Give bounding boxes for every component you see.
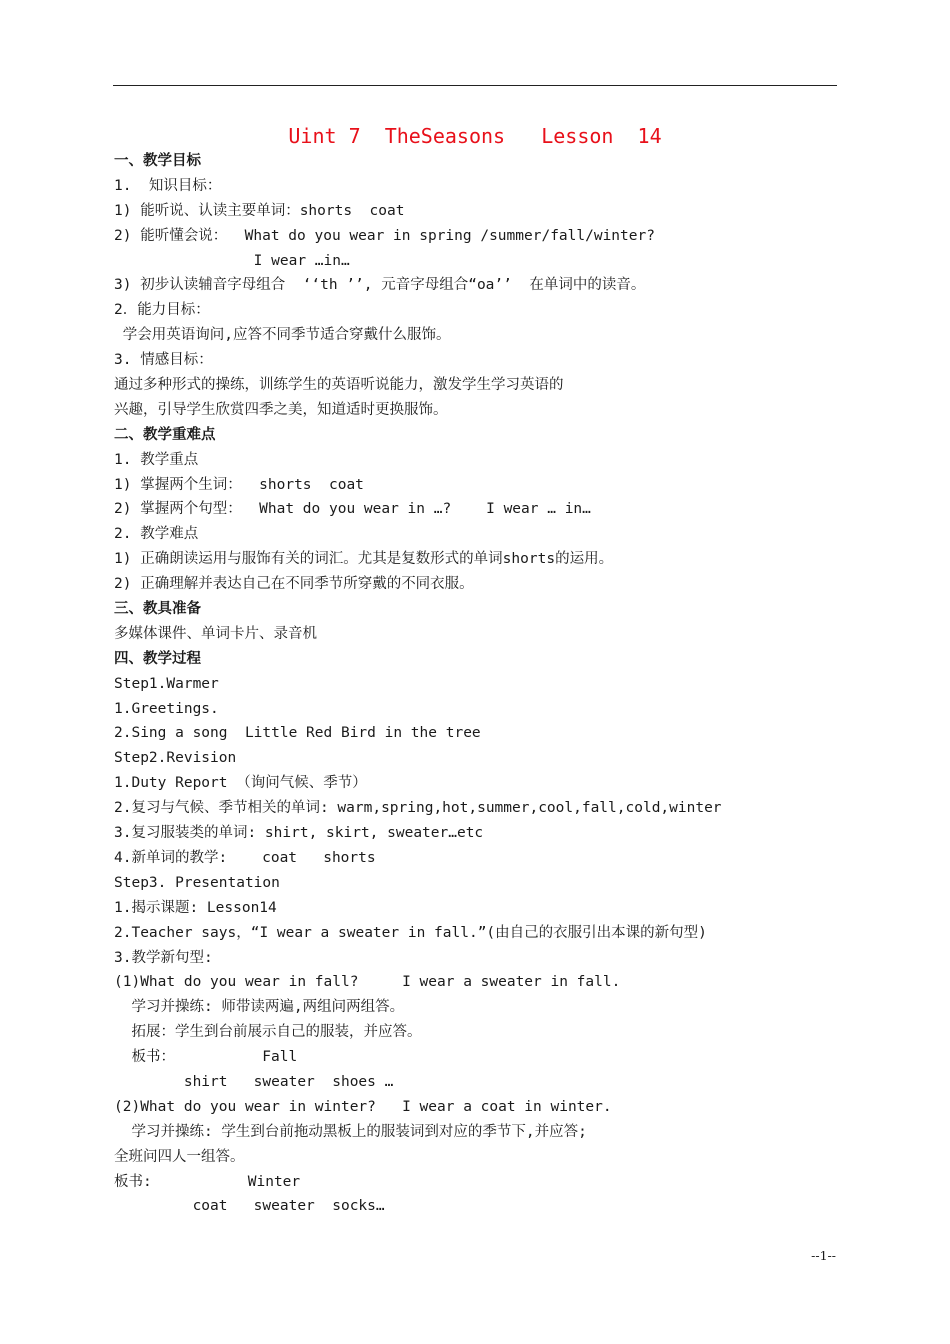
text-line: 拓展：学生到台前展示自己的服装，并应答。 bbox=[114, 1024, 422, 1041]
document-title: Uint 7 TheSeasons Lesson 14 bbox=[288, 124, 662, 148]
section-heading: 三、教具准备 bbox=[114, 601, 201, 618]
text-line: coat sweater socks… bbox=[114, 1198, 385, 1215]
text-line: Step2.Revision bbox=[114, 750, 237, 767]
text-line: 通过多种形式的操练，训练学生的英语听说能力，激发学生学习英语的 bbox=[114, 377, 564, 394]
text-line: 学会用英语询问,应答不同季节适合穿戴什么服饰。 bbox=[114, 327, 451, 344]
text-line: 板书： Fall bbox=[114, 1049, 298, 1066]
text-line: 4.新单词的教学: coat shorts bbox=[114, 849, 376, 866]
text-line: 2) 正确理解并表达自己在不同季节所穿戴的不同衣服。 bbox=[114, 576, 474, 593]
text-line: 学习并操练: 师带读两遍,两组问两组答。 bbox=[114, 999, 405, 1016]
text-line: 2.Sing a song Little Red Bird in the tree bbox=[114, 725, 481, 742]
text-line: 3.教学新句型: bbox=[114, 949, 213, 966]
text-line: Step3. Presentation bbox=[114, 874, 280, 891]
text-line: 1) 正确朗读运用与服饰有关的词汇。尤其是复数形式的单词shorts的运用。 bbox=[114, 551, 614, 568]
text-line: 2．能力目标： bbox=[114, 302, 210, 319]
section-heading: 二、教学重难点 bbox=[114, 426, 216, 443]
text-line: 1) 掌握两个生词： shorts coat bbox=[114, 476, 364, 493]
text-line: (2)What do you wear in winter? I wear a coat in winter. bbox=[114, 1098, 612, 1115]
text-line: 1.Duty Report （询问气候、季节） bbox=[114, 775, 367, 792]
text-line: 多媒体课件、单词卡片、录音机 bbox=[114, 625, 317, 642]
section-heading: 一、教学目标 bbox=[114, 153, 201, 169]
text-line: 兴趣，引导学生欣赏四季之美，知道适时更换服饰。 bbox=[114, 401, 448, 418]
text-line: shirt sweater shoes … bbox=[114, 1073, 394, 1090]
text-line: 板书: Winter bbox=[114, 1173, 301, 1190]
document-body bbox=[114, 149, 854, 1219]
text-line: 2) 掌握两个句型： What do you wear in …? I wear … in… bbox=[114, 501, 591, 518]
text-line: 1.Greetings. bbox=[114, 700, 219, 717]
section-heading: 四、教学过程 bbox=[114, 650, 201, 667]
text-line: 3. 情感目标： bbox=[114, 352, 213, 369]
text-line: 1. 知识目标： bbox=[114, 177, 222, 194]
text-line: 学习并操练: 学生到台前拖动黑板上的服装词到对应的季节下,并应答; bbox=[114, 1123, 587, 1140]
text-line: 2. 教学难点 bbox=[114, 526, 199, 543]
text-line: 2.复习与气候、季节相关的单词: warm,spring,hot,summer,cool,fall,cold,winter bbox=[114, 800, 722, 817]
text-line: 1) 能听说、认读主要单词：shorts coat bbox=[114, 202, 405, 219]
text-line: (1)What do you wear in fall? I wear a sweater in fall. bbox=[114, 974, 621, 991]
text-line: I wear …in… bbox=[114, 252, 350, 269]
page-number: --1-- bbox=[811, 1248, 836, 1263]
text-line: 3) 初步认读辅音字母组合 ‘‘th ’’, 元音字母组合“oa’’ 在单词中的读音。 bbox=[114, 277, 646, 294]
text-line: 1. 教学重点 bbox=[114, 451, 199, 468]
text-line: Step1.Warmer bbox=[114, 675, 219, 692]
text-line: 2) 能听懂会说： What do you wear in spring /summer/fall/winter? bbox=[114, 227, 655, 244]
header-rule bbox=[113, 85, 837, 86]
text-line: 1.揭示课题: Lesson14 bbox=[114, 899, 277, 916]
text-line: 全班问四人一组答。 bbox=[114, 1148, 245, 1165]
text-line: 3.复习服装类的单词: shirt, skirt, sweater…etc bbox=[114, 825, 484, 842]
text-line: 2.Teacher says，“I wear a sweater in fall.”(由自己的衣服引出本课的新句型) bbox=[114, 924, 707, 941]
